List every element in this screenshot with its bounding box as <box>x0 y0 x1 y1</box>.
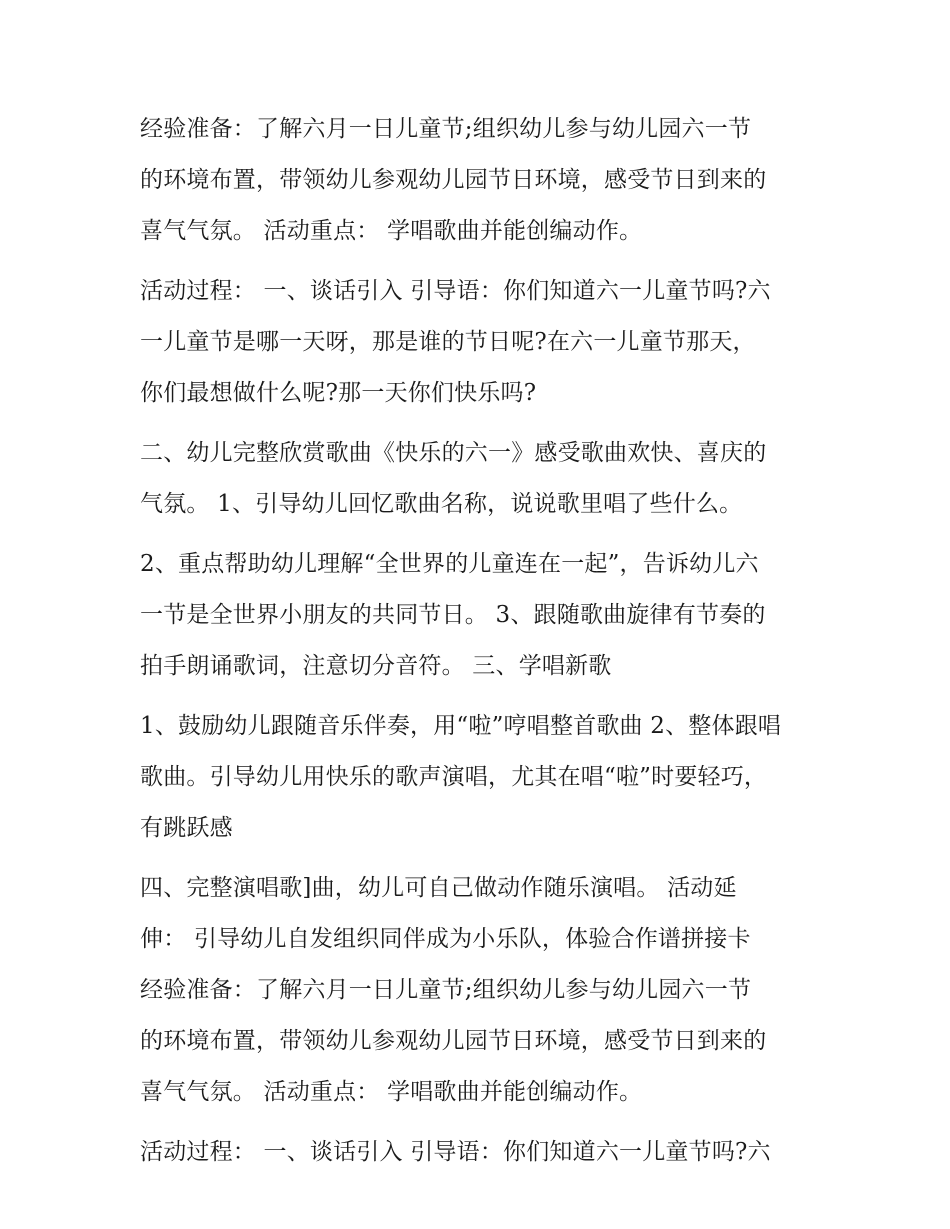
text-line: 1、鼓励幼儿跟随音乐伴奏，用“啦”哼唱整首歌曲 2、整体跟唱 <box>140 713 782 739</box>
text-line: 气氛。 1、引导幼儿回忆歌曲名称，说说歌里唱了些什么。 <box>140 491 743 517</box>
text-line: 歌曲。引导幼儿用快乐的歌声演唱，尤其在唱“啦”时要轻巧， <box>140 764 768 790</box>
body-text <box>140 104 820 1178</box>
text-line: 有跳跃感 <box>140 815 233 841</box>
text-line: 经验准备：了解六月一日儿童节;组织幼儿参与幼儿园六一节 <box>140 116 752 142</box>
text-line: 拍手朗诵歌词，注意切分音符。 三、学唱新歌 <box>140 653 612 679</box>
text-line: 活动过程： 一、谈话引入 引导语：你们知道六一儿童节吗?六 <box>140 278 771 304</box>
text-line: 一儿童节是哪一天呀，那是谁的节日呢?在六一儿童节那天， <box>140 329 756 355</box>
text-line: 2、重点帮助幼儿理解“全世界的儿童连在一起”，告诉幼儿六 <box>140 551 759 577</box>
text-line: 四、完整演唱歌]曲，幼儿可自己做动作随乐演唱。 活动延 <box>140 875 737 901</box>
text-line: 你们最想做什么呢?那一天你们快乐吗? <box>140 380 537 406</box>
text-line: 一节是全世界小朋友的共同节日。 3、跟随歌曲旋律有节奏的 <box>140 602 766 628</box>
text-line: 喜气气氛。 活动重点： 学唱歌曲并能创编动作。 <box>140 218 643 244</box>
text-line: 伸： 引导幼儿自发组织同伴成为小乐队，体验合作谱拼接卡 <box>140 926 751 952</box>
text-line: 喜气气氛。 活动重点： 学唱歌曲并能创编动作。 <box>140 1079 643 1105</box>
text-line: 活动过程： 一、谈话引入 引导语：你们知道六一儿童节吗?六 <box>140 1139 771 1165</box>
text-line: 经验准备：了解六月一日儿童节;组织幼儿参与幼儿园六一节 <box>140 977 752 1003</box>
text-line: 二、幼儿完整欣赏歌曲《快乐的六一》感受歌曲欢快、喜庆的 <box>140 440 767 466</box>
text-line: 的环境布置，带领幼儿参观幼儿园节日环境，感受节日到来的 <box>140 1028 767 1054</box>
text-line: 的环境布置，带领幼儿参观幼儿园节日环境，感受节日到来的 <box>140 167 767 193</box>
